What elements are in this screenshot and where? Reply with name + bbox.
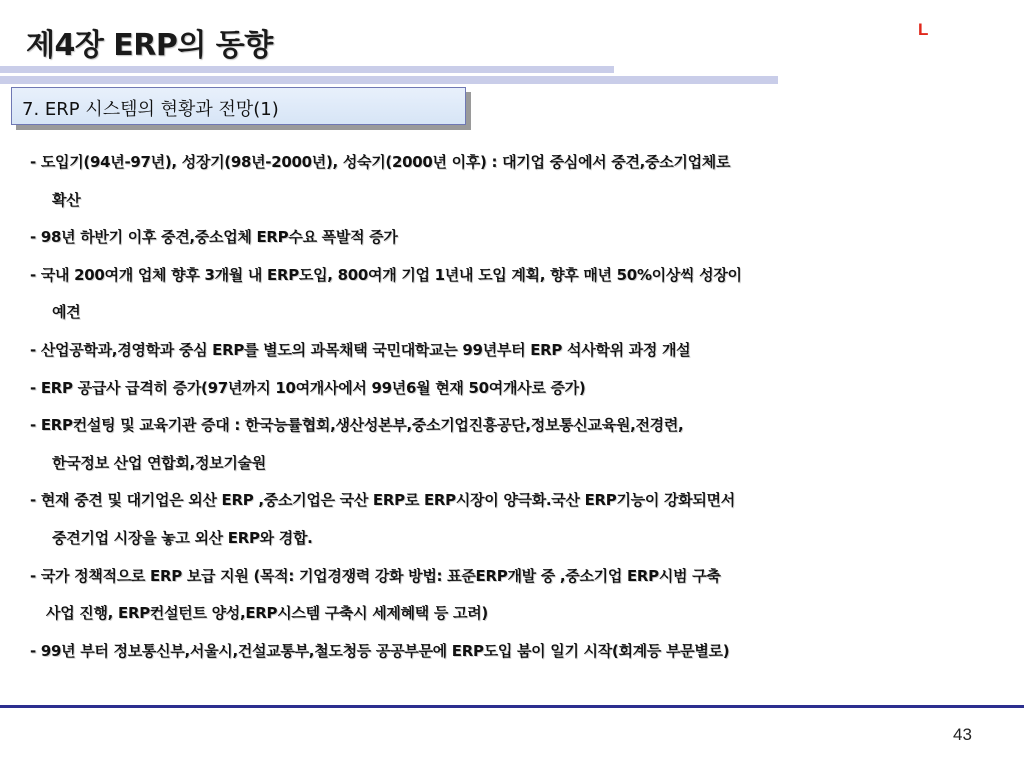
bullet-line: - 산업공학과,경영학과 중심 ERP를 별도의 과목채택 국민대학교는 99년부터 ERP 석사학위 과정 개설 bbox=[30, 340, 691, 359]
bullet-line: - 국가 정책적으로 ERP 보급 지원 (목적: 기업경쟁력 강화 방법: 표준ERP개발 중 ,중소기업 ERP시범 구축 bbox=[30, 566, 721, 585]
corner-mark: L bbox=[918, 20, 929, 39]
footer-divider bbox=[0, 705, 1024, 708]
bullet-line: - 99년 부터 정보통신부,서울시,건설교통부,철도청등 공공부문에 ERP도입 붐이 일기 시작(회계등 부문별로) bbox=[30, 641, 730, 660]
bullet-line-continuation: 사업 진행, ERP컨설턴트 양성,ERP시스템 구축시 세제혜택 등 고려) bbox=[46, 604, 488, 623]
title-underline-bar-top bbox=[0, 66, 614, 73]
title-underline-bar-bottom bbox=[0, 76, 778, 84]
slide-title: 제4장 ERP의 동향 bbox=[26, 28, 273, 63]
bullet-list bbox=[30, 150, 1010, 676]
bullet-line-continuation: 중견기업 시장을 놓고 외산 ERP와 경합. bbox=[52, 528, 313, 547]
bullet-line: - 도입기(94년-97년), 성장기(98년-2000년), 성숙기(2000년 이후) : 대기업 중심에서 중견,중소기업체로 bbox=[30, 153, 731, 171]
bullet-line: - ERP 공급사 급격히 증가(97년까지 10여개사에서 99년6월 현재 50여개사로 증가) bbox=[30, 378, 586, 397]
subtitle-box bbox=[11, 87, 466, 125]
bullet-line: - 98년 하반기 이후 중견,중소업체 ERP수요 폭발적 증가 bbox=[30, 228, 398, 247]
bullet-line-continuation: 예견 bbox=[52, 303, 81, 322]
bullet-line: - 국내 200여개 업체 향후 3개월 내 ERP도입, 800여개 기업 1년내 도입 계획, 향후 매년 50%이상씩 성장이 bbox=[30, 265, 742, 284]
subtitle-text: 7. ERP 시스템의 현황과 전망(1) bbox=[22, 99, 279, 120]
page-number: 43 bbox=[953, 725, 972, 744]
bullet-line-continuation: 확산 bbox=[52, 190, 81, 209]
bullet-line-continuation: 한국정보 산업 연합회,정보기술원 bbox=[52, 453, 266, 472]
bullet-line: - 현재 중견 및 대기업은 외산 ERP ,중소기업은 국산 ERP로 ERP시장이 양극화.국산 ERP기능이 강화되면서 bbox=[30, 491, 735, 510]
bullet-line: - ERP컨설팅 및 교육기관 증대 : 한국능률협회,생산성본부,중소기업진흥공단,정보통신교육원,전경련, bbox=[30, 416, 684, 435]
